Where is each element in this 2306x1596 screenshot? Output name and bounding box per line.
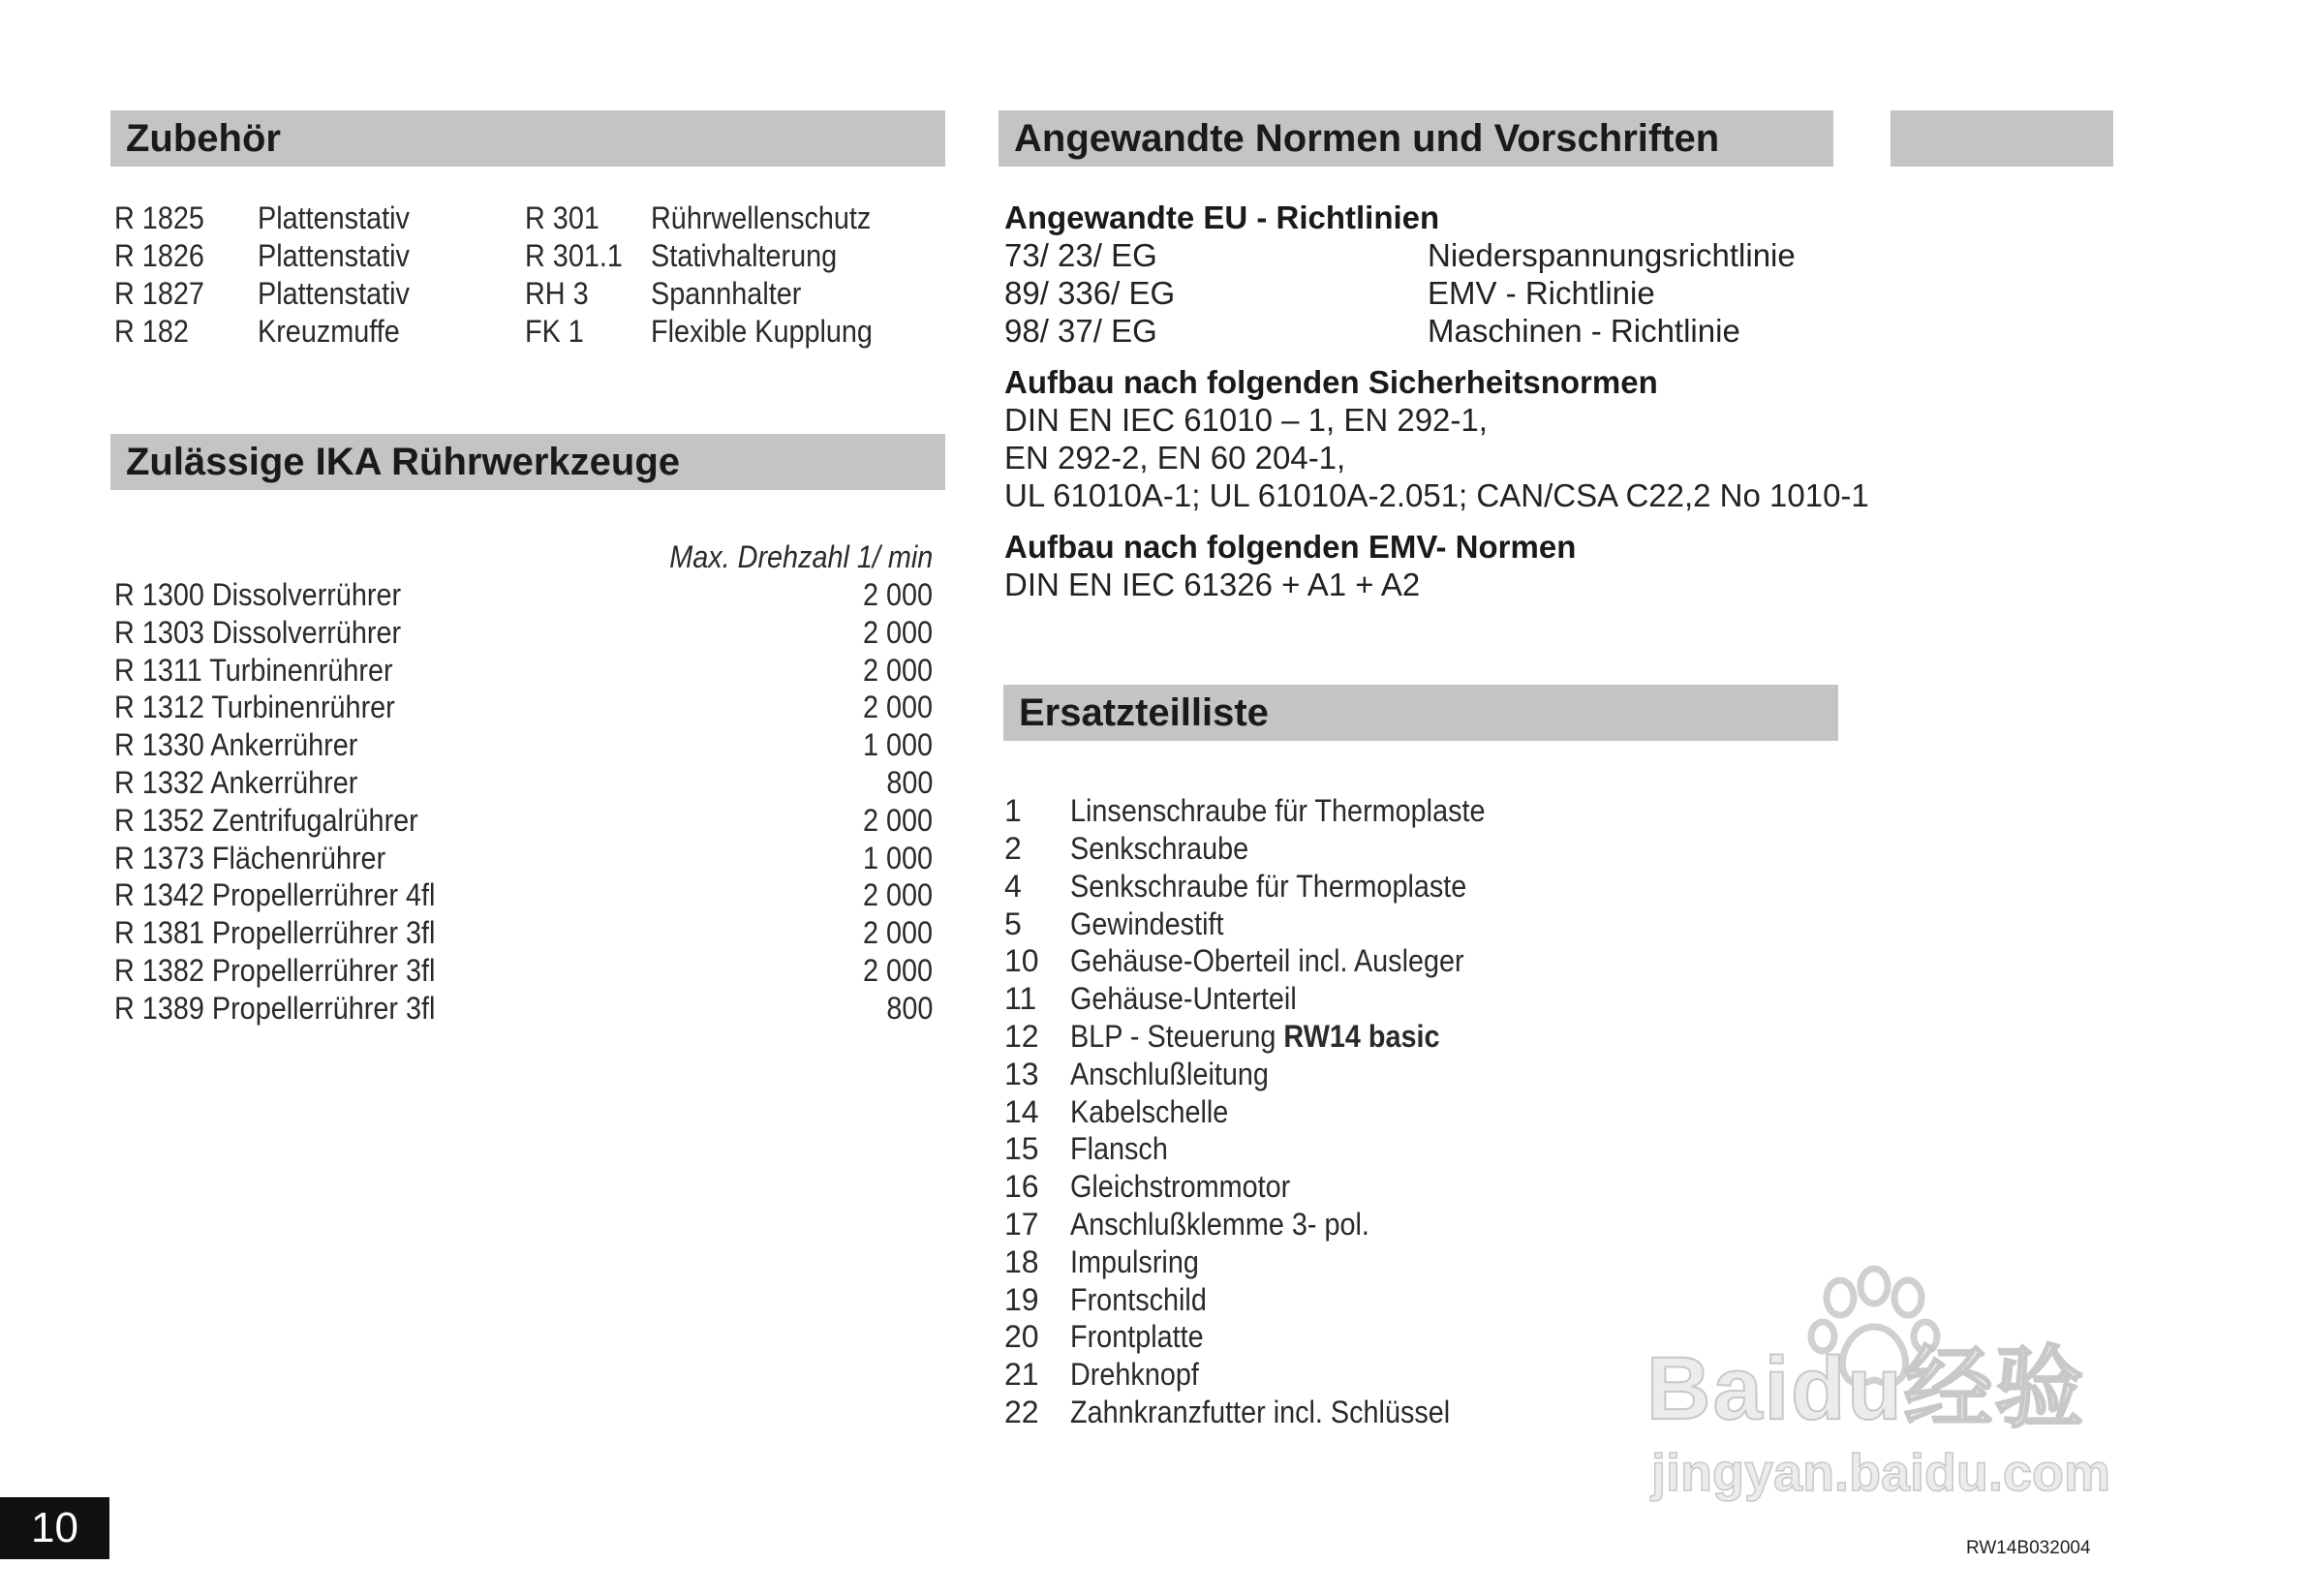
eu-code: 73/ 23/ EG (1004, 237, 1157, 273)
part-name: Anschlußklemme 3- pol. (1070, 1207, 1369, 1242)
accessory-code: R 301.1 (525, 238, 623, 273)
accessory-name: Spannhalter (651, 276, 802, 311)
eu-name: EMV - Richtlinie (1428, 275, 1655, 311)
tool-row (114, 914, 933, 952)
normen-title: Angewandte Normen und Vorschriften (1014, 117, 1720, 160)
accessory-name: Rührwellenschutz (651, 200, 872, 235)
accessory-name: Flexible Kupplung (651, 314, 873, 349)
part-number: 2 (1004, 831, 1022, 866)
tool-name: R 1381 Propellerrührer 3fl (114, 915, 436, 950)
tool-row (114, 614, 933, 652)
tool-name: R 1382 Propellerrührer 3fl (114, 953, 436, 988)
part-number: 22 (1004, 1395, 1039, 1429)
tool-max-speed: 2 000 (862, 953, 933, 988)
tool-name: R 1312 Turbinenrührer (114, 690, 395, 724)
ersatzteile-header (1003, 685, 1838, 741)
eu-code: 89/ 336/ EG (1004, 275, 1176, 311)
eu-heading: Angewandte EU - Richtlinien (1004, 200, 1440, 235)
accessory-name: Kreuzmuffe (258, 314, 400, 349)
normen-header (999, 110, 1833, 167)
part-number: 16 (1004, 1169, 1039, 1204)
eu-name: Maschinen - Richtlinie (1428, 313, 1740, 349)
part-name: Gehäuse-Oberteil incl. Ausleger (1070, 943, 1464, 978)
tool-name: R 1342 Propellerrührer 4fl (114, 877, 436, 912)
part-number: 13 (1004, 1057, 1039, 1091)
page-number: 10 (0, 1497, 109, 1559)
tool-max-speed: 2 000 (862, 877, 933, 912)
watermark-brand: Baidu经验 (1646, 1339, 2086, 1438)
part-number: 11 (1004, 981, 1037, 1016)
safety-line: DIN EN IEC 61010 – 1, EN 292-1, (1004, 402, 1488, 438)
safety-line: EN 292-2, EN 60 204-1, (1004, 440, 1346, 476)
accessory-code: R 1827 (114, 276, 204, 311)
emv-line: DIN EN IEC 61326 + A1 + A2 (1004, 567, 1421, 602)
part-name: Frontplatte (1070, 1319, 1204, 1354)
tool-max-speed: 2 000 (862, 615, 933, 650)
part-name: Frontschild (1070, 1282, 1207, 1317)
part-number: 14 (1004, 1094, 1039, 1129)
part-name: Zahnkranzfutter incl. Schlüssel (1070, 1395, 1451, 1429)
tool-name: R 1332 Ankerrührer (114, 765, 358, 800)
part-name: BLP - Steuerung RW14 basic (1070, 1019, 1440, 1054)
part-name: Kabelschelle (1070, 1094, 1229, 1129)
tool-row (114, 802, 933, 840)
emv-heading: Aufbau nach folgenden EMV- Normen (1004, 529, 1577, 565)
tool-name: R 1303 Dissolverrührer (114, 615, 402, 650)
safety-line: UL 61010A-1; UL 61010A-2.051; CAN/CSA C22,2 No 1010-1 (1004, 477, 1869, 513)
part-number: 19 (1004, 1282, 1039, 1317)
tool-max-speed: 800 (885, 991, 933, 1026)
tool-name: R 1330 Ankerrührer (114, 727, 358, 762)
accessory-code: RH 3 (525, 276, 589, 311)
tool-max-speed: 2 000 (862, 915, 933, 950)
ruehrwerkzeuge-header (110, 434, 945, 490)
part-name: Impulsring (1070, 1244, 1199, 1279)
ruehrwerkzeuge-table (114, 538, 933, 1042)
part-name: Gleichstrommotor (1070, 1169, 1291, 1204)
part-number: 20 (1004, 1319, 1039, 1354)
tool-max-speed: 1 000 (862, 727, 933, 762)
tool-name: R 1352 Zentrifugalrührer (114, 803, 418, 838)
accessory-name: Plattenstativ (258, 200, 410, 235)
tool-row (114, 876, 933, 914)
column-header: Max. Drehzahl 1/ min (668, 539, 933, 574)
part-name: Drehknopf (1070, 1357, 1199, 1392)
tool-max-speed: 2 000 (862, 803, 933, 838)
accessory-code: R 1826 (114, 238, 204, 273)
part-number: 10 (1004, 943, 1039, 978)
tool-name: R 1373 Flächenrührer (114, 841, 386, 875)
eu-name: Niederspannungsrichtlinie (1428, 237, 1796, 273)
accessory-name: Plattenstativ (258, 276, 410, 311)
model-name: RW14 basic (1283, 1019, 1440, 1054)
part-name: Gehäuse-Unterteil (1070, 981, 1297, 1016)
tool-row (114, 652, 933, 690)
tool-row (114, 576, 933, 614)
normen-section (1004, 200, 1869, 606)
tool-name: R 1389 Propellerrührer 3fl (114, 991, 436, 1026)
part-number: 21 (1004, 1357, 1039, 1392)
part-number: 18 (1004, 1244, 1039, 1279)
part-number: 4 (1004, 869, 1022, 904)
part-number: 12 (1004, 1019, 1039, 1054)
part-number: 5 (1004, 906, 1022, 941)
tool-row (114, 840, 933, 877)
tool-row (114, 726, 933, 764)
tool-name: R 1311 Turbinenrührer (114, 653, 393, 688)
tool-row (114, 952, 933, 990)
part-number: 1 (1004, 793, 1022, 828)
accessory-name: Stativhalterung (651, 238, 838, 273)
document-id: RW14B032004 (1966, 1538, 2091, 1558)
accessory-code: R 182 (114, 314, 189, 349)
part-name: Senkschraube für Thermoplaste (1070, 869, 1467, 904)
tool-max-speed: 1 000 (862, 841, 933, 875)
zubehoer-header (110, 110, 945, 167)
part-name: Gewindestift (1070, 906, 1224, 941)
tool-max-speed: 2 000 (862, 653, 933, 688)
safety-heading: Aufbau nach folgenden Sicherheitsnormen (1004, 364, 1658, 400)
part-name: Linsenschraube für Thermoplaste (1070, 793, 1486, 828)
tool-row (114, 990, 933, 1028)
tool-max-speed: 2 000 (862, 577, 933, 612)
part-number: 15 (1004, 1131, 1039, 1166)
accessory-code: R 301 (525, 200, 600, 235)
accessory-code: R 1825 (114, 200, 204, 235)
tool-row (114, 764, 933, 802)
tool-row (114, 689, 933, 726)
zubehoer-title: Zubehör (126, 117, 281, 160)
accessory-code: FK 1 (525, 314, 584, 349)
part-number: 17 (1004, 1207, 1039, 1242)
side-header-bar (1891, 110, 2113, 167)
accessory-name: Plattenstativ (258, 238, 410, 273)
tool-name: R 1300 Dissolverrührer (114, 577, 402, 612)
tool-max-speed: 800 (885, 765, 933, 800)
part-name: Senkschraube (1070, 831, 1249, 866)
ruehrwerkzeuge-title: Zulässige IKA Rührwerkzeuge (126, 441, 680, 483)
part-name: Flansch (1070, 1131, 1168, 1166)
ersatzteile-title: Ersatzteilliste (1019, 691, 1269, 734)
eu-code: 98/ 37/ EG (1004, 313, 1157, 349)
watermark-url: jingyan.baidu.com (1651, 1444, 2111, 1502)
tool-max-speed: 2 000 (862, 690, 933, 724)
part-name: Anschlußleitung (1070, 1057, 1269, 1091)
